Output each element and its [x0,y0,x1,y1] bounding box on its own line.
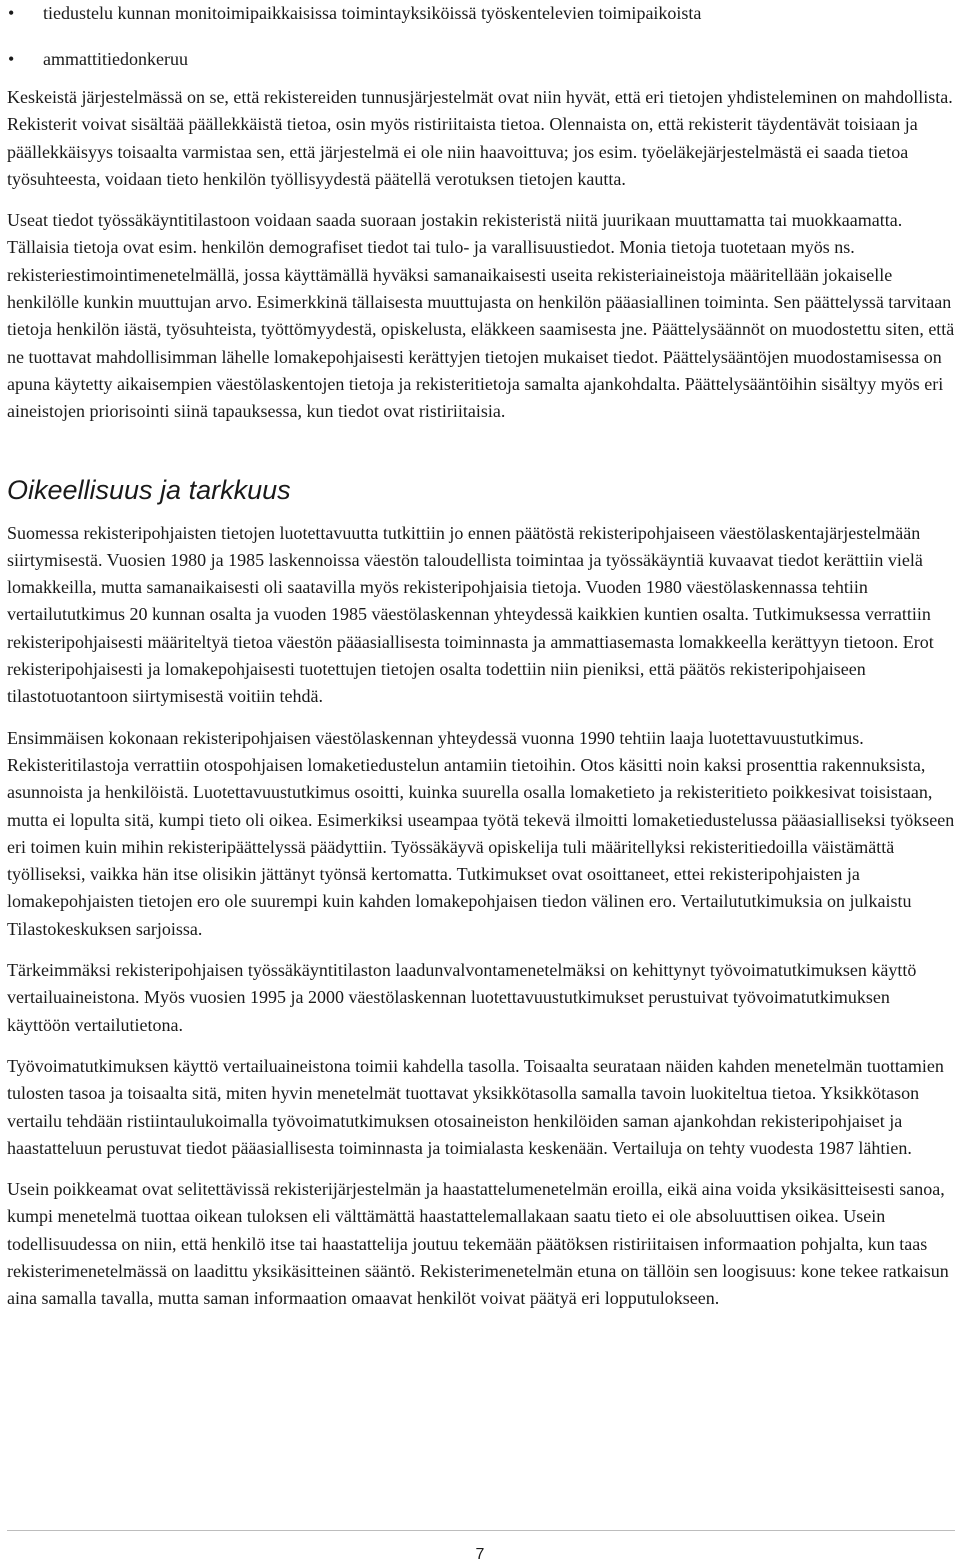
bullet-item [7,46,955,73]
bullet-text: tiedustelu kunnan monitoimipaikkaisissa toimintayksiköissä työskentelevien toimipaikoista [43,3,702,23]
paragraph: Tärkeimmäksi rekisteripohjaisen työssäkäyntitilaston laadunvalvontamenetelmäksi on kehittynyt työvoimatutkimuksen käyttö vertailuaineistona. Myös vuosien 1995 ja 2000 väestölaskennan luotettavuustutkimukset perustuivat työvoimatutkimuksen käyttöön vertailutietona. [7,960,917,1035]
bullet-marker-icon: • [8,3,15,23]
paragraph: Keskeistä järjestelmässä on se, että rekistereiden tunnusjärjestelmät ovat niin hyvät, että eri tietojen yhdisteleminen on mahdollista. Rekisterit voivat sisältää päällekkäistä tietoa, osin myös ristiriitaista tietoa. Olennaista on, että rekisterit täydentävät toisiaan ja päällekkäisyys toisaalta varmistaa sen, että järjestelmä ei ole niin haavoittuva; jos esim. työeläkejärjestelmästä ei saada tietoa työsuhteesta, voidaan tieto henkilön työllisyydestä päätellä verotuksen tietojen kautta. [7,87,953,189]
paragraph: Useat tiedot työssäkäyntitilastoon voidaan saada suoraan jostakin rekisteristä niitä juurikaan muuttamatta tai muokkaamatta. Tällaisia tietoja ovat esim. henkilön demografiset tiedot tai tulo- ja varallisuustiedot. Monia tietoja tuotetaan myös ns. rekisteriestimointimenetelmällä, jossa käyttämällä hyväksi samanaikaisesti useita rekisteriaineistoja määritellään jokaiselle henkilölle kunkin muuttujan arvo. Esimerkkinä tällaisesta muuttujasta on henkilön pääasiallinen toiminta. Sen päättelyssä tarvitaan tietoja henkilön iästä, työsuhteista, työttömyydestä, opiskelusta, eläkkeen saamisesta jne. Päättelysäännöt on muodostettu siten, että ne tuottavat mahdollisimman lähelle lomakepohjaisesti kerättyjen tietojen mukaiset tiedot. Päättelysääntöjen muodostamisessa on apuna käytetty aikaisempien väestölaskentojen tietoja ja rekisteritietoja samalta ajankohdalta. Päättelysääntöihin sisältyy myös eri aineistojen priorisointi siinä tapauksessa, kun tiedot ovat ristiriitaisia. [7,210,955,422]
paragraph: Ensimmäisen kokonaan rekisteripohjaisen väestölaskennan yhteydessä vuonna 1990 tehtiin laaja luotettavuustutkimus. Rekisteritilastoja verrattiin otospohjaisen lomaketiedustelun antamiin tietoihin. Otos käsitti noin kaksi prosenttia rakennuksista, asunnoista ja henkilöistä. Luotettavuustutkimus osoitti, kuinka suurella osalla lomaketieto ja rekisteritieto poikkesivat toisistaan, mutta ei lopulta sitä, kumpi tieto oli oikea. Esimerkiksi useampaa työtä tekevä ilmoitti lomaketiedustelussa pääasialliseksi työkseen eri toimen kuin mihin rekisteripäättelyssä päädyttiin. Työssäkäyvä opiskelija tuli määritellyksi rekisteritiedoilla väistämättä työlliseksi, vaikka hän itse olisikin jättänyt työnsä kertomatta. Tutkimukset ovat osoittaneet, ettei rekisteripohjaisten ja lomakepohjaisten tietojen ero ole suurempi kuin kahden lomakepohjaisen tiedon välinen ero. Vertailututkimuksia on julkaistu Tilastokeskuksen sarjoissa. [7,727,955,939]
bullet-text: ammattitiedonkeruu [43,49,188,69]
footer-divider [7,1530,955,1531]
section-heading: Oikeellisuus ja tarkkuus [7,474,291,505]
bullet-item [7,0,955,27]
bullet-marker-icon: • [8,49,15,69]
bullet-list [7,0,955,73]
page-number: 7 [475,1546,485,1563]
page-body [7,0,955,1313]
paragraph: Suomessa rekisteripohjaisten tietojen luotettavuutta tutkittiin jo ennen päätöstä rekisteripohjaiseen väestölaskentajärjestelmään siirtymisestä. Vuosien 1980 ja 1985 laskennoissa väestön taloudellista toimintaa ja työssäkäyntiä kuvaavat tiedot kerättiin vielä lomakkeilla, mutta samanaikaisesti oli saatavilla myös rekisteripohjaisia tietoja. Vuoden 1980 väestölaskennassa tehtiin vertailututkimus 20 kunnan osalta ja vuoden 1985 väestölaskennan yhteydessä kaikkien kuntien osalta. Tutkimuksessa verrattiin rekisteripohjaisesti määriteltyä tietoa väestön pääasiallisesta toiminnasta ja ammattiasemasta lomakkeella kerättyyn tietoon. Erot rekisteripohjaisesti ja lomakepohjaisesti tuotettujen tietojen osalta todettiin niin pieniksi, että päätös rekisteripohjaiseen tilastotuotantoon siirtymisestä voitiin tehdä. [7,522,934,707]
paragraph: Usein poikkeamat ovat selitettävissä rekisterijärjestelmän ja haastattelumenetelmän eroilla, eikä aina voida yksikäsitteisesti sanoa, kumpi menetelmä tuottaa oikean tuloksen eli välttämättä haastattelemallakaan saatu tieto ei ole absoluuttisen oikea. Usein todellisuudessa on niin, että henkilö itse tai haastattelija joutuu tekemään päätöksen ristiriitaisen informaation pohjalta, kun taas rekisterimenetelmässä on laadittu yksikäsitteinen sääntö. Rekisterimenetelmän etuna on tällöin sen loogisuus: kone tekee ratkaisun aina samalla tavalla, mutta saman informaation omaavat henkilöt voivat päätyä eri lopputulokseen. [7,1179,949,1309]
paragraph: Työvoimatutkimuksen käyttö vertailuaineistona toimii kahdella tasolla. Toisaalta seurataan näiden kahden menetelmän tuottamien tulosten tasoa ja toisaalta sitä, miten hyvin menetelmät tuottavat yksikkötasolla samalla tavoin luokiteltua tietoa. Yksikkötason vertailu tehdään ristiintaulukoimalla työvoimatutkimuksen otosaineiston henkilöiden saman ajankohdan rekisteripohjaiset ja haastatteluun perustuvat tiedot pääasiallisesta toiminnasta ja toimialasta keskenään. Vertailuja on tehty vuodesta 1987 lähtien. [7,1055,944,1158]
